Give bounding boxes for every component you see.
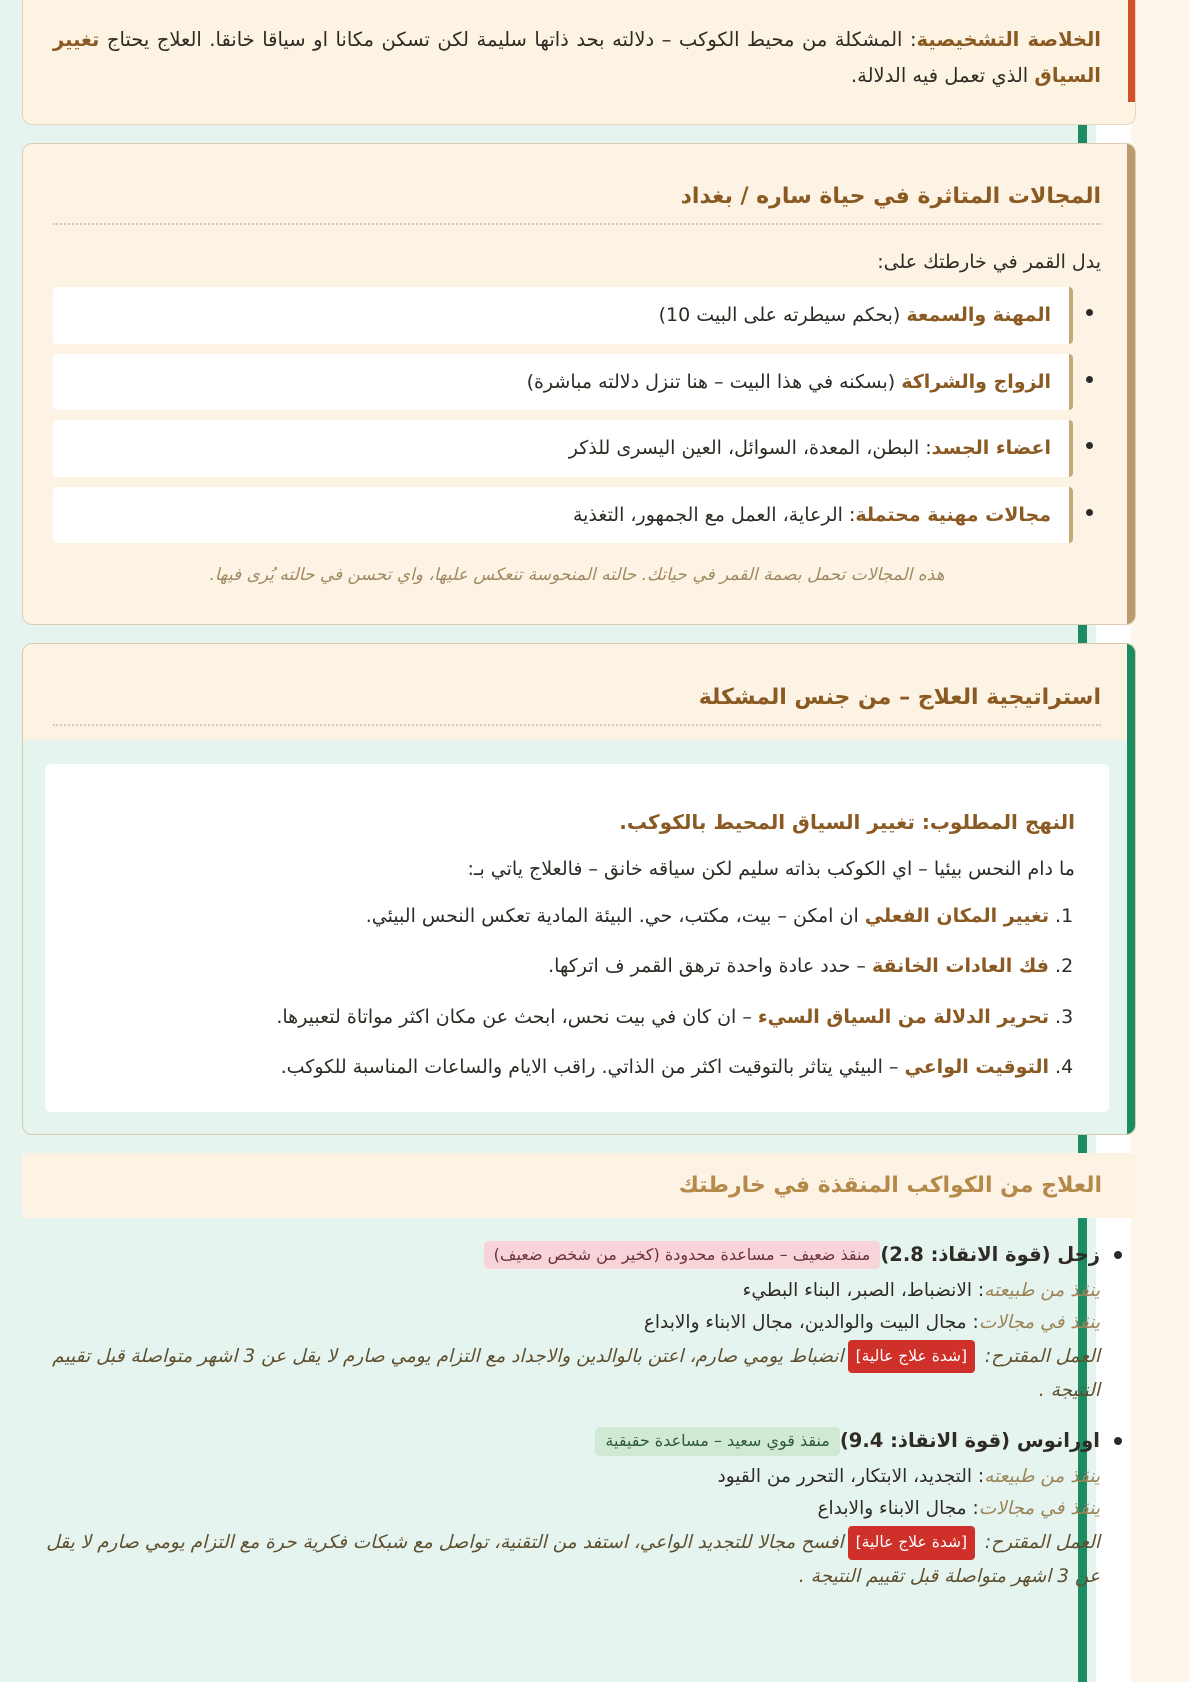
affected-area-row — [53, 420, 1073, 477]
treatment-step-detail: – البيئي يتاثر بالتوقيت اكثر من الذاتي. راقب الايام والساعات المناسبة للكوكب. — [280, 1056, 905, 1079]
affected-areas-note: هذه المجالات تحمل بصمة القمر في حياتك. حالته المنحوسة تنعكس عليها، واي تحسن في حالته يُرى فيها. — [209, 565, 945, 586]
planet-nature-label: ينقذ من طبيعته — [984, 1466, 1100, 1488]
affected-area-row — [53, 487, 1073, 544]
list-item[interactable] — [53, 487, 1073, 544]
diagnostic-summary-label: الخلاصة التشخيصية — [916, 28, 1101, 51]
rescue-planets-header — [22, 1153, 1136, 1218]
planet-fields-value: : مجال البيت والوالدين، مجال الابناء والابداع — [643, 1312, 979, 1334]
treatment-step-detail: – ان كان في بيت نحس، ابحث عن مكان اكثر مواتاة لتعبيرها. — [276, 1005, 758, 1028]
affected-areas-list — [53, 287, 1101, 543]
severity-badge: [شدة علاج عالية] — [848, 1340, 975, 1374]
affected-area-detail: (بحكم سيطرته على البيت 10) — [658, 304, 907, 327]
list-item[interactable] — [53, 287, 1073, 344]
planet-heading — [22, 1424, 1100, 1457]
diagnostic-summary-tail: الذي تعمل فيه الدلالة. — [850, 64, 1035, 88]
affected-area-label: اعضاء الجسد — [931, 437, 1051, 460]
treatment-step — [75, 952, 1049, 981]
affected-area-row — [53, 354, 1073, 411]
list-item[interactable] — [22, 1238, 1100, 1408]
planet-nature-line — [22, 1461, 1100, 1493]
list-item[interactable] — [53, 420, 1073, 477]
treatment-step-label: تغيير المكان الفعلي — [864, 904, 1049, 927]
planet-nature-line — [22, 1275, 1100, 1307]
planet-nature-value: : الانضباط، الصبر، البناء البطيء — [742, 1279, 985, 1301]
treatment-step — [75, 902, 1049, 931]
treatment-step — [75, 1053, 1049, 1082]
treatment-strategy-body — [23, 740, 1135, 1134]
severity-badge: [شدة علاج عالية] — [848, 1526, 975, 1560]
treatment-strategy-panel — [22, 643, 1136, 1134]
affected-area-row — [53, 287, 1073, 344]
list-item[interactable] — [53, 354, 1073, 411]
rescue-planets-list — [22, 1238, 1136, 1595]
treatment-approach: النهج المطلوب: تغيير السياق المحيط بالكوكب. — [619, 809, 1075, 834]
planet-action-line — [22, 1526, 1100, 1594]
affected-area-label: المهنة والسمعة — [906, 304, 1051, 327]
planet-action-label: العمل المقترح — [991, 1345, 1100, 1367]
treatment-steps-list — [75, 902, 1075, 1082]
planet-name: زحل (قوة الانقاذ: 2.8) — [880, 1242, 1100, 1266]
treatment-strategy-title: استراتيجية العلاج – من جنس المشكلة — [53, 685, 1101, 726]
planet-heading — [22, 1238, 1100, 1271]
treatment-step-label: تحرير الدلالة من السياق السيء — [757, 1005, 1049, 1028]
treatment-strategy-content — [45, 764, 1109, 1112]
diagnostic-summary-text — [53, 22, 1101, 94]
diagnostic-summary-card — [22, 0, 1136, 125]
affected-areas-title: المجالات المتاثرة في حياة ساره / بغداد — [53, 184, 1101, 225]
treatment-intro: ما دام النحس بيئيا – اي الكوكب بذاته سليم لكن سياقه خانق – فالعلاج ياتي بـ: — [467, 857, 1075, 880]
affected-area-detail: : الرعاية، العمل مع الجمهور، التغذية — [572, 503, 856, 526]
planet-action-text: افسح مجالا للتجديد الواعي، استفد من التقنية، تواصل مع شبكات فكرية حرة مع التزام يومي صارم لا يقل عن 3 اشهر متواصلة قبل تقييم النتيجة . — [46, 1531, 1100, 1588]
treatment-strategy-header — [23, 644, 1135, 739]
planet-fields-label: ينقذ في مجالات — [978, 1498, 1100, 1520]
affected-areas-panel — [22, 143, 1136, 625]
affected-area-detail: (بسكنه في هذا البيت – هنا تنزل دلالته مباشرة) — [526, 370, 902, 393]
status-badge: منقذ ضعيف – مساعدة محدودة (كخير من شخص ضعيف) — [484, 1241, 881, 1270]
planet-action-colon: : — [979, 1345, 992, 1367]
planet-fields-label: ينقذ في مجالات — [978, 1312, 1100, 1334]
planet-action-text: انضباط يومي صارم، اعتن بالوالدين والاجداد مع التزام يومي صارم لا يقل عن 3 اشهر متواصلة قبل تقييم النتيجة . — [52, 1345, 1100, 1401]
planet-fields-line — [22, 1307, 1100, 1339]
treatment-step-detail: ان امكن – بيت، مكتب، حي. البيئة المادية تعكس النحس البيئي. — [365, 904, 865, 927]
rescue-planets-section — [22, 1153, 1136, 1595]
planet-action-line — [22, 1340, 1100, 1408]
affected-area-label: الزواج والشراكة — [901, 370, 1051, 393]
treatment-step-label: التوقيت الواعي — [904, 1056, 1049, 1079]
planet-action-colon: : — [979, 1531, 992, 1553]
planet-name: اورانوس (قوة الانقاذ: 9.4) — [839, 1428, 1100, 1452]
treatment-step-label: فك العادات الخانقة — [871, 955, 1049, 978]
planet-action-label: العمل المقترح — [991, 1531, 1100, 1553]
affected-area-detail: : البطن، المعدة، السوائل، العين اليسرى للذكر — [568, 437, 932, 460]
planet-nature-value: : التجديد، الابتكار، التحرر من القيود — [717, 1466, 985, 1488]
planet-nature-label: ينقذ من طبيعته — [984, 1279, 1100, 1301]
status-badge: منقذ قوي سعيد – مساعدة حقيقية — [595, 1427, 839, 1456]
rescue-planets-title: العلاج من الكواكب المنقذة في خارطتك — [678, 1172, 1102, 1198]
list-item[interactable] — [22, 1424, 1100, 1594]
affected-area-label: مجالات مهنية محتملة — [855, 503, 1051, 526]
treatment-step-detail: – حدد عادة واحدة ترهق القمر ف اتركها. — [548, 955, 872, 978]
diagnostic-summary-emphasis: تغيير السياق — [53, 28, 1101, 88]
planet-fields-value: : مجال الابناء والابداع — [817, 1498, 979, 1520]
treatment-step — [75, 1003, 1049, 1032]
planet-fields-line — [22, 1493, 1100, 1525]
affected-areas-lead: يدل القمر في خارطتك على: — [877, 251, 1101, 274]
diagnostic-summary-body: : المشكلة من محيط الكوكب – دلالته بحد ذاتها سليمة لكن تسكن مكانا او سياقا خانقا. العلاج يحتاج — [99, 28, 917, 51]
